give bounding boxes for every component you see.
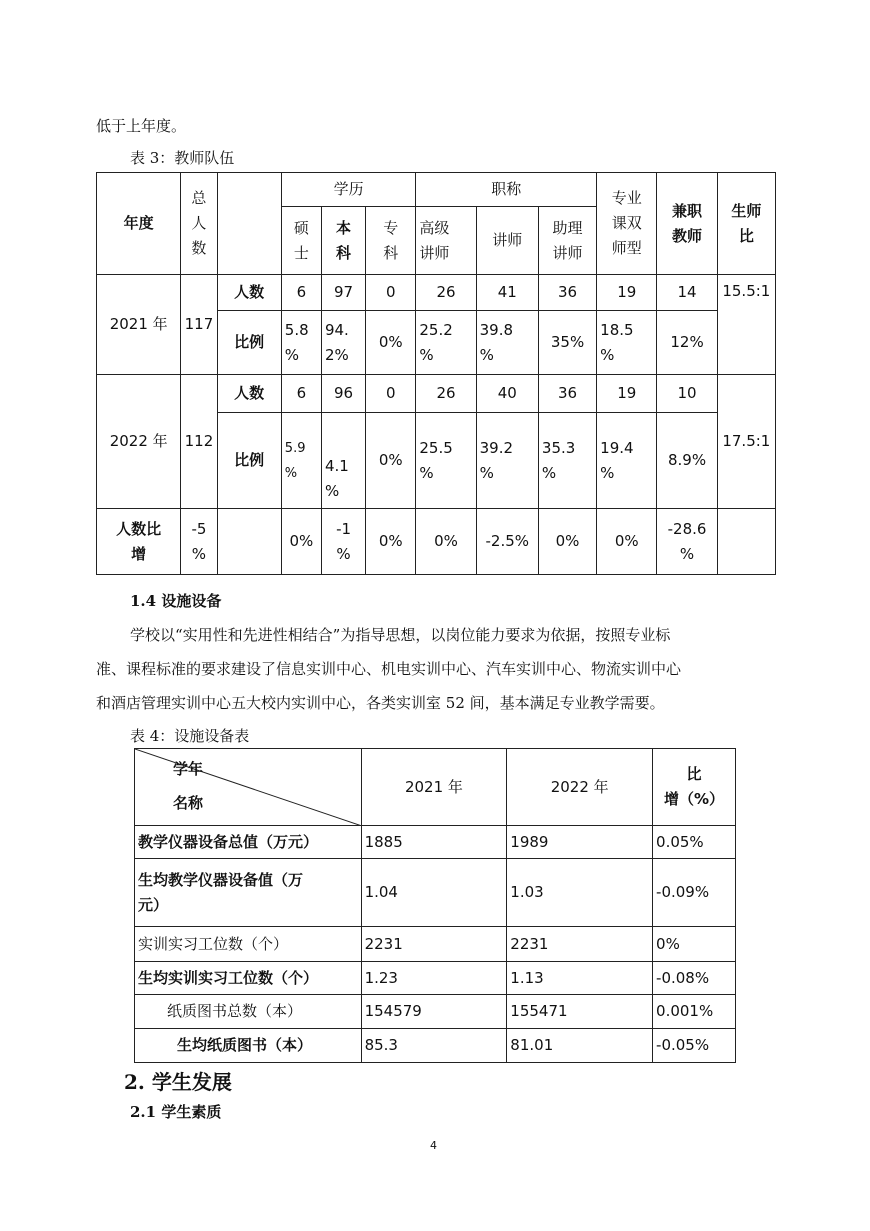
cell: 36 [538, 375, 596, 413]
hdr-total: 总 人 数 [181, 173, 217, 275]
page-number: 4 [430, 1139, 437, 1152]
cell: 35% [538, 311, 596, 375]
cell: -2.5% [476, 509, 538, 575]
row-label: 比例 [217, 311, 281, 375]
section-2-heading: 2. 学生发展 [124, 1070, 232, 1094]
hdr-ratio: 生师 比 [717, 173, 775, 275]
cell: 0% [366, 509, 416, 575]
header-2022: 2022 年 [507, 749, 653, 826]
cell: 1.13 [507, 962, 653, 995]
cell: 0% [416, 509, 476, 575]
growth-total: -5 % [181, 509, 217, 575]
row-label: 比例 [217, 413, 281, 509]
row-name: 生均实训实习工位数（个） [135, 962, 362, 995]
header-growth: 比 增（%） [653, 749, 736, 826]
row-total: 112 [181, 375, 217, 509]
table3-caption: 表 3：教师队伍 [130, 149, 235, 167]
cell: 97 [321, 275, 365, 311]
cell: 1885 [361, 826, 507, 859]
row-year: 2021 年 [97, 275, 181, 375]
cell: 39.8 % [476, 311, 538, 375]
hdr-bachelor: 本 科 [321, 207, 365, 275]
hdr-assistant: 助理 讲师 [538, 207, 596, 275]
cell: 14 [657, 275, 717, 311]
cell: 5.8 % [281, 311, 321, 375]
cell: 12% [657, 311, 717, 375]
cell: 18.5 % [597, 311, 657, 375]
section-2-1-heading: 2.1 学生素质 [130, 1103, 222, 1121]
cell: 2231 [361, 927, 507, 962]
cell: 19 [597, 275, 657, 311]
header-2021: 2021 年 [361, 749, 507, 826]
hdr-associate: 专 科 [366, 207, 416, 275]
cell: -0.05% [653, 1029, 736, 1063]
row-name: 生均教学仪器设备值（万 元） [135, 859, 362, 927]
hdr-dual: 专业 课双 师型 [597, 173, 657, 275]
cell: 10 [657, 375, 717, 413]
cell: 1989 [507, 826, 653, 859]
cell: 94. 2% [321, 311, 365, 375]
cell: 40 [476, 375, 538, 413]
cell: 2231 [507, 927, 653, 962]
cell: 25.2 % [416, 311, 476, 375]
cell: 1.04 [361, 859, 507, 927]
hdr-education: 学历 [281, 173, 416, 207]
cell: 0% [366, 311, 416, 375]
cell: 19.4 % [597, 413, 657, 509]
cell: 81.01 [507, 1029, 653, 1063]
cell: 0% [597, 509, 657, 575]
hdr-masters: 硕 士 [281, 207, 321, 275]
cell: 0% [538, 509, 596, 575]
row-total: 117 [181, 275, 217, 375]
header-name: 名称 [173, 794, 204, 812]
cell: 0% [366, 413, 416, 509]
cell: -0.09% [653, 859, 736, 927]
cell: 36 [538, 275, 596, 311]
hdr-lecturer: 讲师 [476, 207, 538, 275]
equipment-table [134, 748, 736, 1063]
cell: 35.3 % [538, 413, 596, 509]
cell: -28.6 % [657, 509, 717, 575]
cell: 96 [321, 375, 365, 413]
intro-line: 低于上年度。 [96, 117, 187, 135]
diagonal-line [135, 749, 362, 826]
cell: 0 [366, 375, 416, 413]
row-label: 人数 [217, 275, 281, 311]
hdr-blank [217, 173, 281, 275]
cell: 0% [281, 509, 321, 575]
row-name: 教学仪器设备总值（万元） [135, 826, 362, 859]
para-line: 学校以“实用性和先进性相结合”为指导思想，以岗位能力要求为依据，按照专业标 [130, 626, 671, 644]
para-line: 和酒店管理实训中心五大校内实训中心，各类实训室 52 间，基本满足专业教学需要。 [96, 694, 665, 712]
teacher-table [96, 172, 776, 575]
hdr-year: 年度 [97, 173, 181, 275]
cell: 0.05% [653, 826, 736, 859]
cell: 39.2 % [476, 413, 538, 509]
cell: 0% [653, 927, 736, 962]
cell: 26 [416, 275, 476, 311]
cell: -1 % [321, 509, 365, 575]
cell: 6 [281, 275, 321, 311]
row-year: 2022 年 [97, 375, 181, 509]
row-label: 人数 [217, 375, 281, 413]
cell: 1.03 [507, 859, 653, 927]
growth-blank [217, 509, 281, 575]
row-name: 纸质图书总数（本） [135, 995, 362, 1029]
cell: 41 [476, 275, 538, 311]
hdr-parttime: 兼职 教师 [657, 173, 717, 275]
growth-label: 人数比 增 [97, 509, 181, 575]
cell: 1.23 [361, 962, 507, 995]
row-ratio: 17.5:1 [717, 375, 775, 509]
row-ratio: 15.5:1 [717, 275, 775, 375]
cell: 25.5 % [416, 413, 476, 509]
cell: 85.3 [361, 1029, 507, 1063]
cell: 4.1 % [321, 413, 365, 509]
cell: 8.9% [657, 413, 717, 509]
cell: 26 [416, 375, 476, 413]
cell: 155471 [507, 995, 653, 1029]
cell: 5.9 % [281, 413, 321, 509]
hdr-senior: 高级 讲师 [416, 207, 476, 275]
cell: 19 [597, 375, 657, 413]
para-line: 准、课程标准的要求建设了信息实训中心、机电实训中心、汽车实训中心、物流实训中心 [96, 660, 682, 678]
header-year: 学年 [173, 760, 204, 778]
cell: 0.001% [653, 995, 736, 1029]
growth-blank [717, 509, 775, 575]
hdr-title: 职称 [416, 173, 597, 207]
row-name: 生均纸质图书（本） [135, 1029, 362, 1063]
cell: 6 [281, 375, 321, 413]
header-diagonal-cell [135, 749, 362, 826]
row-name: 实训实习工位数（个） [135, 927, 362, 962]
cell: 154579 [361, 995, 507, 1029]
cell: -0.08% [653, 962, 736, 995]
cell: 0 [366, 275, 416, 311]
table4-caption: 表 4：设施设备表 [130, 727, 250, 745]
section-1-4-heading: 1.4 设施设备 [130, 592, 222, 610]
